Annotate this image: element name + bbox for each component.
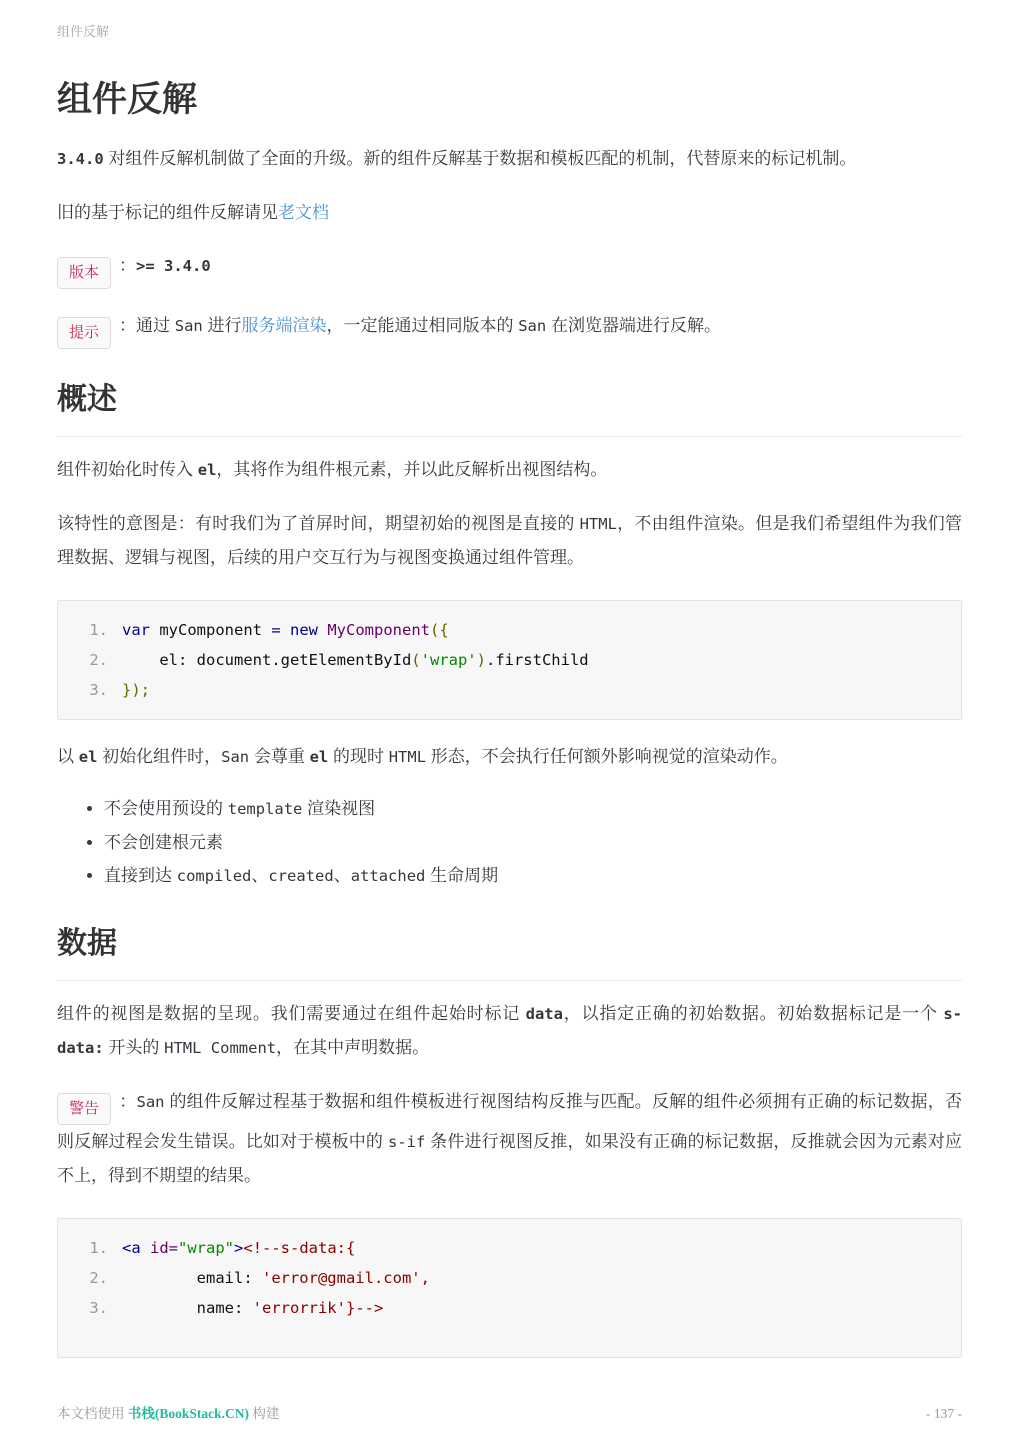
- paragraph: [57, 142, 962, 176]
- text-segment: ，其将作为组件根元素，并以此反解析出视图结构。: [216, 460, 608, 479]
- code-token: name:: [122, 1299, 253, 1317]
- footer-build-note: [57, 1402, 279, 1422]
- list-item: [104, 792, 962, 826]
- line-number: 1.: [89, 621, 108, 639]
- paragraph: [57, 196, 962, 229]
- code-token: >: [234, 1239, 244, 1257]
- text-segment: 初始化组件时，: [97, 747, 222, 766]
- code-token: ({: [430, 621, 449, 639]
- code-text: [122, 645, 589, 675]
- inline-code: compiled: [176, 867, 252, 885]
- code-block: [57, 1218, 962, 1358]
- code-token: myComponent: [150, 621, 272, 639]
- text-link[interactable]: 老文档: [278, 203, 329, 222]
- article-body: [57, 78, 962, 1358]
- code-token: (: [411, 651, 421, 669]
- code-token: ): [476, 651, 486, 669]
- callout-line: [57, 249, 962, 289]
- text-segment: 不会使用预设的: [104, 799, 228, 818]
- code-line: [78, 645, 941, 675]
- code-token: "wrap": [178, 1239, 235, 1257]
- callout-badge: 警告: [57, 1093, 111, 1125]
- text-segment: ，以指定正确的初始数据。初始数据标记是一个: [562, 1004, 944, 1023]
- line-number: 2.: [89, 1269, 108, 1287]
- inline-code: HTML Comment: [164, 1039, 277, 1057]
- page-footer: [0, 1402, 1019, 1422]
- inline-code: el: [197, 461, 217, 479]
- code-token: email:: [122, 1269, 262, 1287]
- code-text: [122, 675, 150, 705]
- text-segment: 会尊重: [249, 747, 310, 766]
- code-token: <a: [122, 1239, 141, 1257]
- inline-code: HTML: [388, 748, 427, 766]
- callout-badge: 提示: [57, 317, 111, 349]
- callout-line: [57, 1085, 962, 1192]
- code-text: [122, 1263, 430, 1293]
- text-segment: ：: [119, 1092, 137, 1111]
- text-segment: 条件进行视图反推，如果没有正确的标记数据，反推就会因为元素对应不上，得到不期望的结果。: [57, 1132, 962, 1185]
- list-item: [104, 826, 962, 859]
- text-segment: 组件的视图是数据的呈现。我们需要通过在组件起始时标记: [57, 1004, 526, 1023]
- paragraph: [57, 997, 962, 1065]
- inline-code: San: [221, 748, 250, 766]
- text-segment: 进行: [202, 316, 242, 335]
- code-token: <!--s-data:{: [243, 1239, 356, 1257]
- code-line: [78, 1263, 941, 1293]
- page-number: - 137 -: [926, 1406, 962, 1421]
- text-segment: 开头的: [103, 1038, 165, 1057]
- text-segment: 渲染视图: [302, 799, 376, 818]
- line-number: 3.: [89, 1299, 108, 1317]
- code-token: });: [122, 681, 150, 699]
- code-token: =: [271, 621, 290, 639]
- paragraph: [57, 453, 962, 487]
- bullet-list: [57, 792, 962, 893]
- section-heading: 数据: [57, 924, 962, 981]
- inline-code: s-data:: [57, 1005, 962, 1057]
- inline-code: HTML: [579, 515, 617, 533]
- code-text: [122, 615, 449, 645]
- inline-code: el: [309, 748, 329, 766]
- text-segment: ：: [119, 256, 137, 275]
- footer-text-suffix: 构建: [249, 1406, 280, 1421]
- text-segment: ：通过: [119, 316, 175, 335]
- inline-code: el: [78, 748, 98, 766]
- line-number: 2.: [89, 651, 108, 669]
- text-segment: 该特性的意图是：有时我们为了首屏时间，期望初始的视图是直接的: [57, 514, 580, 533]
- code-token: [141, 1239, 150, 1257]
- inline-code: attached: [350, 867, 426, 885]
- text-segment: 的组件反解过程基于数据和组件模板进行视图结构反推与匹配。反解的组件必须拥有正确的标记数据，否则反解过程会发生错误。比如对于模板中的: [57, 1092, 962, 1151]
- callout-badge: 版本: [57, 257, 111, 289]
- code-line: [78, 1293, 941, 1323]
- code-token: 'errorrik'}-->: [252, 1299, 384, 1317]
- code-token: 'wrap': [420, 651, 477, 669]
- line-number: 1.: [89, 1239, 108, 1257]
- code-text: [122, 1293, 383, 1323]
- section-heading: 组件反解: [57, 80, 198, 119]
- inline-code: San: [174, 317, 203, 335]
- text-segment: 不会创建根元素: [104, 833, 223, 852]
- footer-text-prefix: 本文档使用: [57, 1406, 128, 1421]
- code-token: new: [290, 621, 318, 639]
- code-token: 'error@gmail.com',: [261, 1269, 430, 1287]
- text-segment: 、: [251, 866, 269, 885]
- text-segment: ，不由组件渲染。但是我们希望组件为我们管理数据、逻辑与视图，后续的用户交互行为与视图变换通过组件管理。: [57, 514, 962, 567]
- inline-code: San: [136, 1093, 165, 1111]
- code-token: MyComponent: [327, 621, 430, 639]
- text-segment: 以: [57, 747, 79, 766]
- text-segment: 、: [333, 866, 351, 885]
- code-token: var: [122, 621, 150, 639]
- code-token: id=: [150, 1239, 179, 1257]
- line-number: 3.: [89, 681, 108, 699]
- text-segment: 旧的基于标记的组件反解请见: [57, 203, 278, 222]
- paragraph: [57, 740, 962, 774]
- text-segment: ，在其中声明数据。: [276, 1038, 430, 1057]
- list-item: [104, 859, 962, 893]
- code-text: [122, 1233, 355, 1263]
- inline-code: created: [268, 867, 334, 885]
- inline-code: 3.4.0: [57, 150, 104, 168]
- paragraph: [57, 507, 962, 574]
- header-doc-title: 组件反解: [57, 24, 110, 39]
- text-segment: 生命周期: [425, 866, 499, 885]
- inline-code: s-if: [387, 1133, 426, 1151]
- text-segment: 形态，不会执行任何额外影响视觉的渲染动作。: [426, 747, 788, 766]
- code-block: [57, 600, 962, 720]
- text-link[interactable]: 服务端渲染: [241, 316, 327, 335]
- inline-code: template: [227, 800, 303, 818]
- bookstack-brand-link[interactable]: 书栈(BookStack.CN): [127, 1406, 250, 1421]
- code-token: el: document.getElementById: [122, 651, 412, 669]
- section-heading: 概述: [57, 380, 962, 437]
- inline-code: >= 3.4.0: [136, 257, 211, 275]
- code-line: [78, 1233, 941, 1263]
- text-segment: 的现时: [328, 747, 389, 766]
- inline-code: San: [518, 317, 547, 335]
- code-line: [78, 675, 941, 705]
- text-segment: 直接到达: [104, 866, 177, 885]
- callout-line: [57, 309, 962, 349]
- code-token: [318, 621, 327, 639]
- text-segment: ，一定能通过相同版本的: [326, 316, 519, 335]
- code-token: .firstChild: [485, 651, 589, 669]
- text-segment: 对组件反解机制做了全面的升级。新的组件反解基于数据和模板匹配的机制，代替原来的标记机制。: [103, 149, 857, 168]
- code-line: [78, 615, 941, 645]
- inline-code: data: [525, 1005, 563, 1023]
- text-segment: 在浏览器端进行反解。: [546, 316, 721, 335]
- text-segment: 组件初始化时传入: [57, 460, 198, 479]
- code-blank-line: [78, 1323, 941, 1343]
